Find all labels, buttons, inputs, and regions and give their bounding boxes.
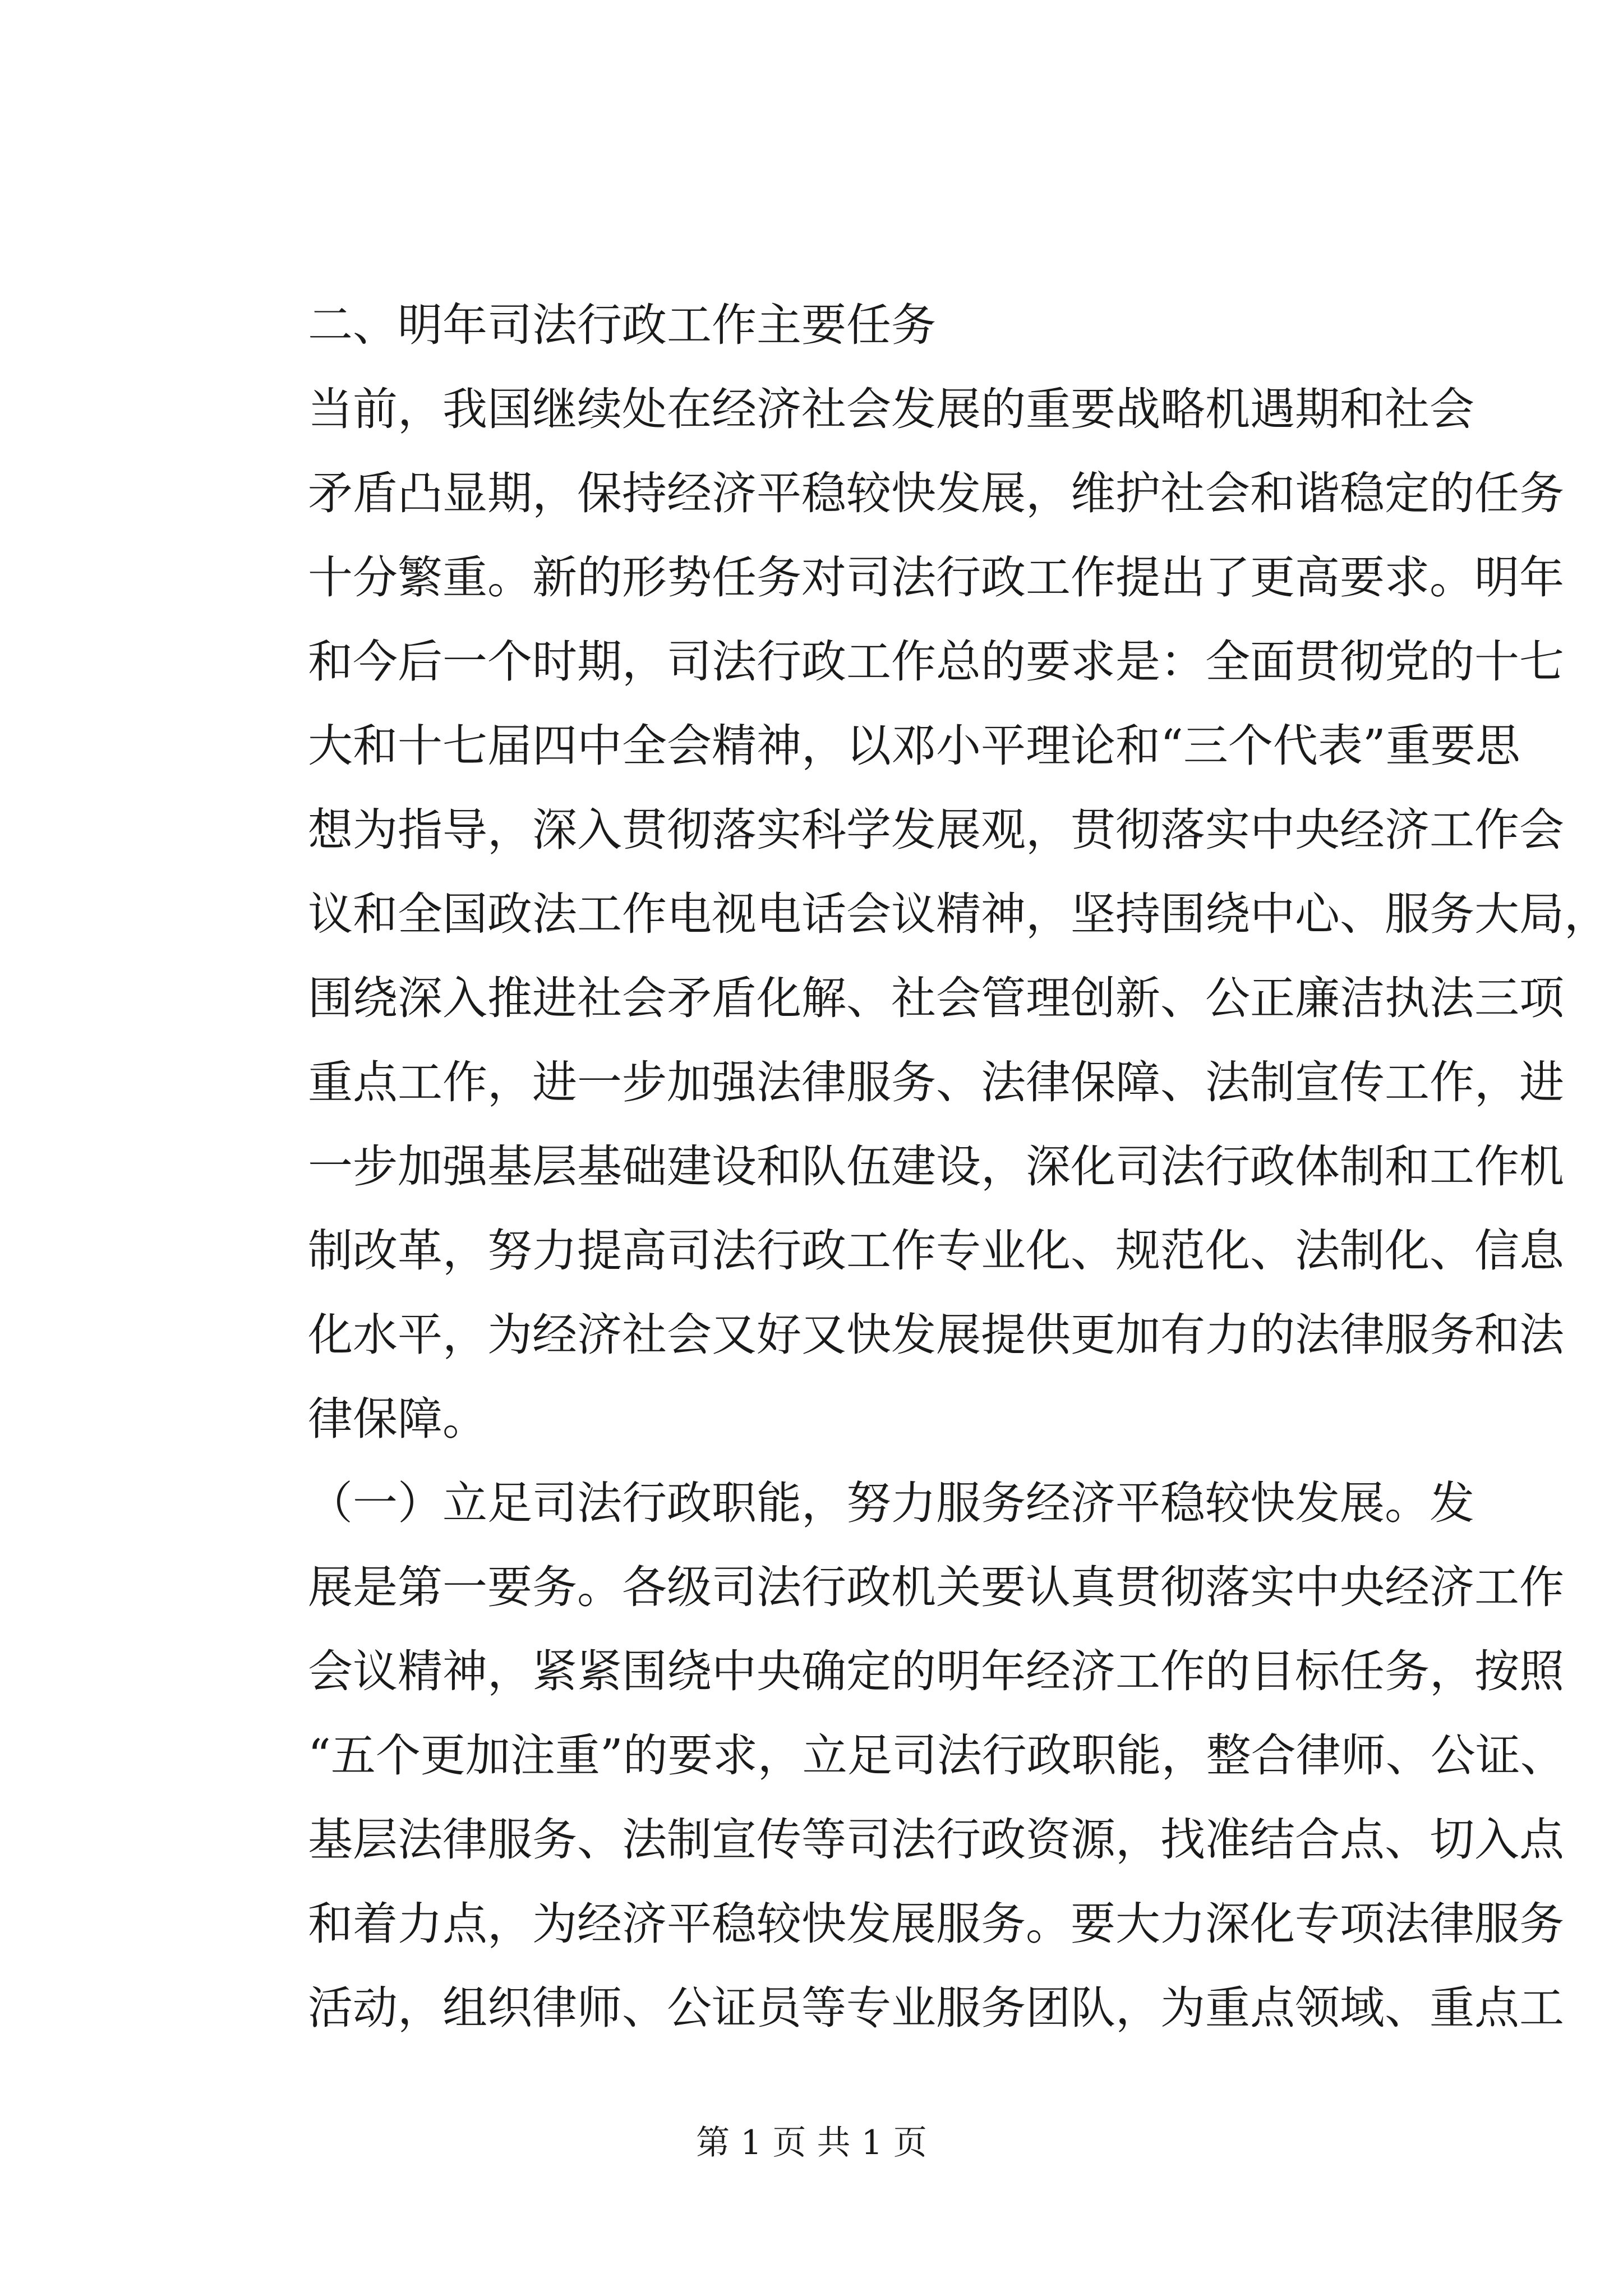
paragraph-line: 和着力点，为经济平稳较快发展服务。要大力深化专项法律服务: [308, 1898, 1564, 1950]
paragraph-line: 重点工作，进一步加强法律服务、法律保障、法制宣传工作，进: [308, 1056, 1564, 1108]
paragraph-line: 基层法律服务、法制宣传等司法行政资源，找准结合点、切入点: [308, 1814, 1564, 1866]
paragraph-line: 制改革，努力提高司法行政工作专业化、规范化、法制化、信息: [308, 1225, 1564, 1277]
paragraph-line: 律保障。: [308, 1393, 487, 1445]
paragraph-line: 十分繁重。新的形势任务对司法行政工作提出了更高要求。明年: [308, 551, 1564, 604]
paragraph-line: 和今后一个时期，司法行政工作总的要求是：全面贯彻党的十七: [308, 636, 1564, 688]
paragraph-1: [308, 383, 1609, 1481]
paragraph-line: 展是第一要务。各级司法行政机关要认真贯彻落实中央经济工作: [308, 1561, 1564, 1613]
paragraph-line: （一）立足司法行政职能，努力服务经济平稳较快发展。发: [308, 1477, 1474, 1529]
paragraph-line: 当前，我国继续处在经济社会发展的重要战略机遇期和社会: [308, 383, 1474, 435]
page-footer: 第 1 页 共 1 页: [696, 2123, 927, 2162]
paragraph-line: 一步加强基层基础建设和队伍建设，深化司法行政体制和工作机: [308, 1140, 1564, 1193]
paragraph-2: [308, 1477, 1565, 2070]
paragraph-line: “五个更加注重”的要求，立足司法行政职能，整合律师、公证、: [308, 1729, 1565, 1782]
document-body: [308, 299, 1609, 2070]
paragraph-line: 想为指导，深入贯彻落实科学发展观，贯彻落实中央经济工作会: [308, 804, 1564, 856]
paragraph-line: 会议精神，紧紧围绕中央确定的明年经济工作的目标任务，按照: [308, 1645, 1564, 1697]
paragraph-line: 活动，组织律师、公证员等专业服务团队，为重点领域、重点工: [308, 1982, 1564, 2034]
paragraph-line: 大和十七届四中全会精神，以邓小平理论和“三个代表”重要思: [308, 720, 1520, 772]
paragraph-line: 化水平，为经济社会又好又快发展提供更加有力的法律服务和法: [308, 1309, 1564, 1361]
paragraph-line: 围绕深入推进社会矛盾化解、社会管理创新、公正廉洁执法三项: [308, 972, 1564, 1024]
section-heading: 二、明年司法行政工作主要任务: [308, 299, 936, 351]
paragraph-line: 议和全国政法工作电视电话会议精神，坚持围绕中心、服务大局，: [308, 888, 1609, 940]
paragraph-line: 矛盾凸显期，保持经济平稳较快发展，维护社会和谐稳定的任务: [308, 467, 1564, 519]
